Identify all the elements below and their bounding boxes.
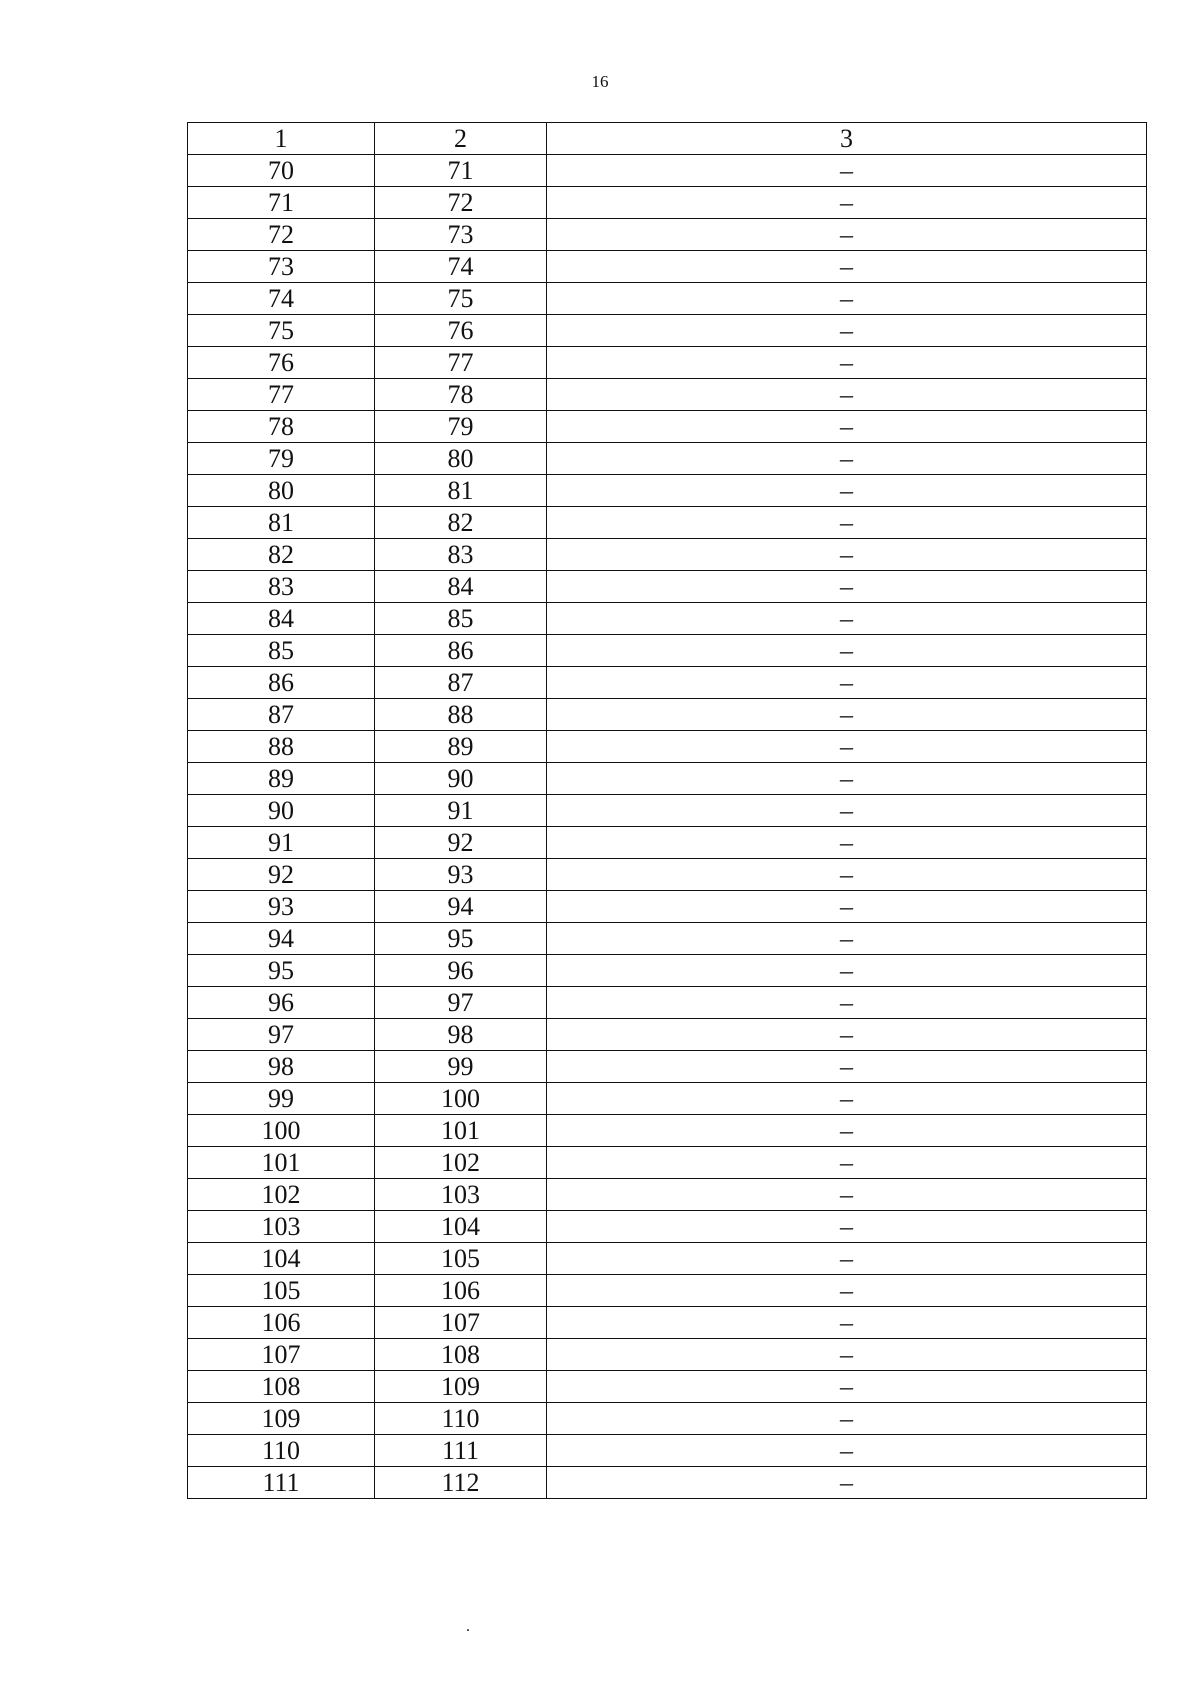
- table-cell-col-2: 100: [375, 1083, 547, 1115]
- table-cell-col-1: 107: [188, 1339, 375, 1371]
- table-cell-col-1: 83: [188, 571, 375, 603]
- table-row: [188, 1147, 1147, 1179]
- table-cell-col-1: 111: [188, 1467, 375, 1499]
- table-cell-col-2: 104: [375, 1211, 547, 1243]
- table-cell-col-2: 77: [375, 347, 547, 379]
- table-cell-col-1: 106: [188, 1307, 375, 1339]
- table-cell-col-1: 101: [188, 1147, 375, 1179]
- table-header-row: [188, 123, 1147, 155]
- table-cell-col-1: 86: [188, 667, 375, 699]
- table-cell-col-2: 108: [375, 1339, 547, 1371]
- table-cell-col-2: 83: [375, 539, 547, 571]
- table-cell-col-3: –: [547, 987, 1147, 1019]
- table-cell-col-3: –: [547, 1467, 1147, 1499]
- table-cell-col-2: 87: [375, 667, 547, 699]
- table-row: [188, 731, 1147, 763]
- table-cell-col-3: –: [547, 1051, 1147, 1083]
- table-row: [188, 1115, 1147, 1147]
- table-cell-col-2: 84: [375, 571, 547, 603]
- table-cell-col-2: 76: [375, 315, 547, 347]
- table-row: [188, 443, 1147, 475]
- table-cell-col-3: –: [547, 1275, 1147, 1307]
- table-cell-col-1: 80: [188, 475, 375, 507]
- table-cell-col-1: 93: [188, 891, 375, 923]
- table-cell-col-1: 104: [188, 1243, 375, 1275]
- table-cell-col-1: 81: [188, 507, 375, 539]
- table-cell-col-3: –: [547, 827, 1147, 859]
- table-row: [188, 251, 1147, 283]
- table-row: [188, 635, 1147, 667]
- page-number: 16: [591, 72, 609, 91]
- column-header-1: 1: [188, 123, 375, 155]
- table-cell-col-3: –: [547, 699, 1147, 731]
- table-row: [188, 315, 1147, 347]
- table-cell-col-1: 71: [188, 187, 375, 219]
- table-cell-col-1: 84: [188, 603, 375, 635]
- table-row: [188, 827, 1147, 859]
- table-cell-col-2: 107: [375, 1307, 547, 1339]
- table-cell-col-2: 86: [375, 635, 547, 667]
- table-row: [188, 155, 1147, 187]
- table-cell-col-2: 97: [375, 987, 547, 1019]
- table-cell-col-3: –: [547, 603, 1147, 635]
- table-cell-col-2: 101: [375, 1115, 547, 1147]
- table-cell-col-2: 99: [375, 1051, 547, 1083]
- table-cell-col-3: –: [547, 859, 1147, 891]
- table-cell-col-3: –: [547, 923, 1147, 955]
- table-cell-col-1: 96: [188, 987, 375, 1019]
- table-row: [188, 571, 1147, 603]
- table-cell-col-2: 96: [375, 955, 547, 987]
- table-row: [188, 603, 1147, 635]
- stray-mark: .: [466, 1618, 470, 1635]
- table-cell-col-3: –: [547, 1179, 1147, 1211]
- table-row: [188, 379, 1147, 411]
- table-cell-col-2: 112: [375, 1467, 547, 1499]
- table-cell-col-1: 108: [188, 1371, 375, 1403]
- table-cell-col-3: –: [547, 315, 1147, 347]
- table-row: [188, 1467, 1147, 1499]
- table-cell-col-2: 90: [375, 763, 547, 795]
- column-header-3: 3: [547, 123, 1147, 155]
- table-row: [188, 1371, 1147, 1403]
- table-cell-col-3: –: [547, 571, 1147, 603]
- table-cell-col-2: 72: [375, 187, 547, 219]
- table-cell-col-3: –: [547, 539, 1147, 571]
- table-row: [188, 1275, 1147, 1307]
- table-cell-col-2: 95: [375, 923, 547, 955]
- table-cell-col-1: 79: [188, 443, 375, 475]
- table-cell-col-1: 98: [188, 1051, 375, 1083]
- table-cell-col-3: –: [547, 379, 1147, 411]
- table-cell-col-2: 110: [375, 1403, 547, 1435]
- table-cell-col-1: 91: [188, 827, 375, 859]
- table-cell-col-3: –: [547, 1435, 1147, 1467]
- table-cell-col-1: 97: [188, 1019, 375, 1051]
- table-row: [188, 539, 1147, 571]
- table-cell-col-3: –: [547, 347, 1147, 379]
- table-cell-col-3: –: [547, 955, 1147, 987]
- table-cell-col-3: –: [547, 1147, 1147, 1179]
- table-cell-col-1: 77: [188, 379, 375, 411]
- table-cell-col-2: 102: [375, 1147, 547, 1179]
- table-row: [188, 187, 1147, 219]
- table-cell-col-1: 73: [188, 251, 375, 283]
- table-cell-col-2: 71: [375, 155, 547, 187]
- table-cell-col-3: –: [547, 251, 1147, 283]
- table-row: [188, 507, 1147, 539]
- table-row: [188, 1051, 1147, 1083]
- table-row: [188, 987, 1147, 1019]
- table-cell-col-3: –: [547, 507, 1147, 539]
- table-cell-col-2: 106: [375, 1275, 547, 1307]
- table-cell-col-3: –: [547, 1403, 1147, 1435]
- table-cell-col-2: 85: [375, 603, 547, 635]
- table-cell-col-2: 73: [375, 219, 547, 251]
- table-cell-col-3: –: [547, 411, 1147, 443]
- table-cell-col-3: –: [547, 1339, 1147, 1371]
- table-cell-col-2: 103: [375, 1179, 547, 1211]
- table-row: [188, 955, 1147, 987]
- table-cell-col-1: 87: [188, 699, 375, 731]
- table-row: [188, 1435, 1147, 1467]
- table-cell-col-3: –: [547, 1211, 1147, 1243]
- table-cell-col-3: –: [547, 155, 1147, 187]
- table-row: [188, 667, 1147, 699]
- table-cell-col-1: 105: [188, 1275, 375, 1307]
- table-cell-col-2: 79: [375, 411, 547, 443]
- table-cell-col-1: 109: [188, 1403, 375, 1435]
- table-cell-col-2: 94: [375, 891, 547, 923]
- table-cell-col-1: 78: [188, 411, 375, 443]
- table-cell-col-3: –: [547, 667, 1147, 699]
- table-cell-col-3: –: [547, 219, 1147, 251]
- table-cell-col-3: –: [547, 475, 1147, 507]
- table-cell-col-2: 82: [375, 507, 547, 539]
- table-cell-col-3: –: [547, 1083, 1147, 1115]
- table-row: [188, 1403, 1147, 1435]
- table-row: [188, 891, 1147, 923]
- table-row: [188, 699, 1147, 731]
- table-cell-col-1: 82: [188, 539, 375, 571]
- table-row: [188, 1019, 1147, 1051]
- table-cell-col-1: 90: [188, 795, 375, 827]
- table-cell-col-1: 74: [188, 283, 375, 315]
- table-cell-col-3: –: [547, 283, 1147, 315]
- table-cell-col-2: 89: [375, 731, 547, 763]
- table-cell-col-1: 103: [188, 1211, 375, 1243]
- table-cell-col-3: –: [547, 795, 1147, 827]
- table-cell-col-2: 91: [375, 795, 547, 827]
- table-cell-col-3: –: [547, 763, 1147, 795]
- table-cell-col-3: –: [547, 1243, 1147, 1275]
- table-row: [188, 1339, 1147, 1371]
- table-cell-col-1: 75: [188, 315, 375, 347]
- table-cell-col-2: 75: [375, 283, 547, 315]
- table-row: [188, 763, 1147, 795]
- table-cell-col-2: 111: [375, 1435, 547, 1467]
- table-cell-col-1: 70: [188, 155, 375, 187]
- table-row: [188, 347, 1147, 379]
- table-row: [188, 283, 1147, 315]
- table-cell-col-2: 81: [375, 475, 547, 507]
- table-cell-col-3: –: [547, 1307, 1147, 1339]
- table-cell-col-1: 92: [188, 859, 375, 891]
- table-cell-col-3: –: [547, 1371, 1147, 1403]
- table-cell-col-1: 88: [188, 731, 375, 763]
- table-row: [188, 219, 1147, 251]
- table-body: [188, 155, 1147, 1499]
- table-cell-col-2: 92: [375, 827, 547, 859]
- table-cell-col-3: –: [547, 1115, 1147, 1147]
- table-cell-col-1: 100: [188, 1115, 375, 1147]
- table-row: [188, 859, 1147, 891]
- table-row: [188, 1243, 1147, 1275]
- table-row: [188, 1211, 1147, 1243]
- table-cell-col-2: 109: [375, 1371, 547, 1403]
- table-cell-col-2: 80: [375, 443, 547, 475]
- table-cell-col-1: 95: [188, 955, 375, 987]
- table-cell-col-1: 89: [188, 763, 375, 795]
- table-row: [188, 1083, 1147, 1115]
- table-cell-col-2: 88: [375, 699, 547, 731]
- table-row: [188, 923, 1147, 955]
- data-table: [187, 122, 1147, 1499]
- table-cell-col-3: –: [547, 635, 1147, 667]
- table-row: [188, 475, 1147, 507]
- table-cell-col-1: 99: [188, 1083, 375, 1115]
- table-cell-col-1: 76: [188, 347, 375, 379]
- column-header-2: 2: [375, 123, 547, 155]
- table-cell-col-2: 78: [375, 379, 547, 411]
- table-row: [188, 1307, 1147, 1339]
- table-cell-col-3: –: [547, 1019, 1147, 1051]
- table-cell-col-3: –: [547, 443, 1147, 475]
- table-cell-col-2: 105: [375, 1243, 547, 1275]
- table-cell-col-2: 93: [375, 859, 547, 891]
- table-cell-col-1: 72: [188, 219, 375, 251]
- table-cell-col-2: 74: [375, 251, 547, 283]
- table-cell-col-1: 85: [188, 635, 375, 667]
- table-cell-col-2: 98: [375, 1019, 547, 1051]
- table-row: [188, 795, 1147, 827]
- table-cell-col-1: 94: [188, 923, 375, 955]
- table-cell-col-3: –: [547, 891, 1147, 923]
- table-cell-col-1: 102: [188, 1179, 375, 1211]
- table-row: [188, 411, 1147, 443]
- table-cell-col-3: –: [547, 731, 1147, 763]
- table-row: [188, 1179, 1147, 1211]
- table-cell-col-3: –: [547, 187, 1147, 219]
- table-cell-col-1: 110: [188, 1435, 375, 1467]
